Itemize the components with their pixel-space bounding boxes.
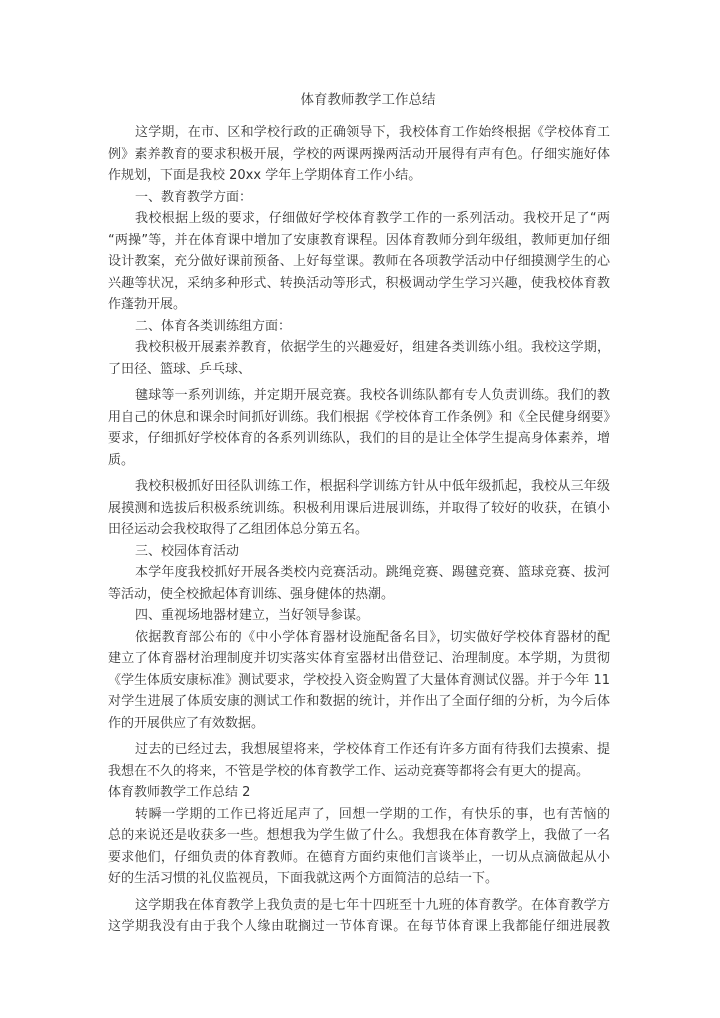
text-line: 过去的已经过去，我想展望将来，学校体育工作还有许多方面有待我们去摸索、提 bbox=[135, 742, 610, 757]
section-heading bbox=[108, 782, 610, 804]
text-line: 总的来说还是收获多一些。想想我为学生做了什么。我想我在体育教学上，我做了一名 bbox=[108, 828, 610, 843]
text-line: 好的生活习惯的礼仪监视员，下面我就这两个方面简洁的总结一下。 bbox=[108, 871, 499, 886]
text-line: 作蓬勃开展。 bbox=[108, 297, 187, 312]
text-line: 质。 bbox=[108, 452, 135, 468]
text-line: 本学年度我校抓好开展各类校内竞赛活动。跳绳竞赛、踢毽竞赛、篮球竞赛、拔河 bbox=[135, 565, 610, 580]
text-line: 体育教师教学工作总结 2 bbox=[108, 785, 251, 800]
text-line: 我校根据上级的要求，仔细做好学校体育教学工作的一系列活动。我校开足了“两 bbox=[135, 211, 610, 226]
document-body bbox=[108, 122, 610, 938]
text-line: 依据教育部公布的《中小学体育器材设施配备名目》，切实做好学校体育器材的配 bbox=[135, 629, 610, 645]
paragraph bbox=[108, 541, 610, 563]
text-line: 《学生体质安康标准》测试要求，学校投入资金购置了大量体育测试仪器。并于今年 11 bbox=[108, 672, 610, 688]
text-line: 我校积极开展素养教育，依据学生的兴趣爱好，组建各类训练小组。我校这学期， bbox=[135, 340, 610, 355]
text-line: 用自己的休息和课余时间抓好训练。我们根据《学校体育工作条例》和《全民健身纲要》 bbox=[108, 409, 610, 425]
text-line: 要求，仔细抓好学校体育的各系列训练队，我们的目的是让全体学生提高身体素养，增 bbox=[108, 431, 610, 446]
paragraph bbox=[108, 385, 610, 471]
text-line: 我校积极抓好田径队训练工作，根据科学训练方针从中低年级抓起，我校从三年级 bbox=[135, 479, 610, 494]
text-line: 兴趣等状况，采纳多种形式、转换活动等形式，积极调动学生学习兴趣，使我校体育教 bbox=[108, 275, 610, 291]
text-line: 作规划，下面是我校 20xx 学年上学期体育工作小结。 bbox=[108, 168, 422, 183]
paragraph bbox=[108, 122, 610, 187]
text-line: 转瞬一学期的工作已将近尾声了，回想一学期的工作，有快乐的事，也有苦恼的 bbox=[135, 806, 610, 822]
paragraph bbox=[108, 316, 610, 338]
text-line: 作的开展供应了有效数据。 bbox=[108, 715, 265, 731]
paragraph bbox=[108, 804, 610, 890]
paragraph bbox=[108, 739, 610, 782]
text-line: 田径运动会我校取得了乙组团体总分第五名。 bbox=[108, 522, 369, 537]
paragraph bbox=[108, 476, 610, 541]
text-line: 四、重视场地器材建立，当好领导参谋。 bbox=[135, 608, 370, 623]
text-line: 二、体育各类训练组方面： bbox=[135, 318, 292, 334]
paragraph bbox=[108, 605, 610, 627]
paragraph bbox=[108, 337, 610, 380]
text-line: 一、教育教学方面： bbox=[135, 189, 253, 205]
text-line: 这学期，在市、区和学校行政的正确领导下，我校体育工作始终根据《学校体育工 bbox=[135, 125, 610, 140]
paragraph bbox=[108, 895, 610, 938]
text-line: 要求他们，仔细负责的体育教师。在德育方面约束他们言谈举止，一切从点滴做起从小 bbox=[108, 849, 610, 865]
text-line: 建立了体育器材治理制度并切实落实体育室器材出借登记、治理制度。本学期，为贯彻 bbox=[108, 651, 610, 666]
text-line: 三、校园体育活动 bbox=[135, 543, 240, 559]
paragraph bbox=[108, 627, 610, 735]
text-line: 设计教案，充分做好课前预备、上好每堂课。教师在各项教学活动中仔细摸测学生的心 bbox=[108, 254, 610, 269]
text-line: 毽球等一系列训练，并定期开展竞赛。我校各训练队都有专人负责训练。我们的教 bbox=[135, 388, 610, 403]
text-line: 展摸测和选拔后积极系统训练。积极利用课后进展训练，并取得了较好的收获，在镇小 bbox=[108, 500, 610, 516]
text-line: 了田径、篮球、乒乓球、 bbox=[108, 361, 252, 377]
document-title: 体育教师教学工作总结 bbox=[300, 92, 436, 108]
paragraph bbox=[108, 562, 610, 605]
text-line: 等活动，使全校掀起体育训练、强身健体的热潮。 bbox=[108, 586, 395, 602]
text-line: 我想在不久的将来，不管是学校的体育教学工作、运动竞赛等都将会有更大的提高。 bbox=[108, 763, 590, 779]
paragraph bbox=[108, 208, 610, 316]
text-line: “两操”等，并在体育课中增加了安康教育课程。因体育教师分到年级组，教师更加仔细 bbox=[108, 232, 610, 248]
text-line: 这学期我在体育教学上我负责的是七年十四班至十九班的体育教学。在体育教学方 bbox=[135, 897, 610, 913]
text-line: 对学生进展了体质安康的测试工作和数据的统计，并作出了全面仔细的分析，为今后体 bbox=[108, 694, 610, 709]
paragraph bbox=[108, 187, 610, 209]
text-line: 这学期我没有由于我个人缘由耽搁过一节体育课。在每节体育课上我都能仔细进展教 bbox=[108, 919, 610, 934]
text-line: 例》素养教育的要求积极开展，学校的两课两操两活动开展得有声有色。仔细实施好体 bbox=[108, 146, 610, 162]
